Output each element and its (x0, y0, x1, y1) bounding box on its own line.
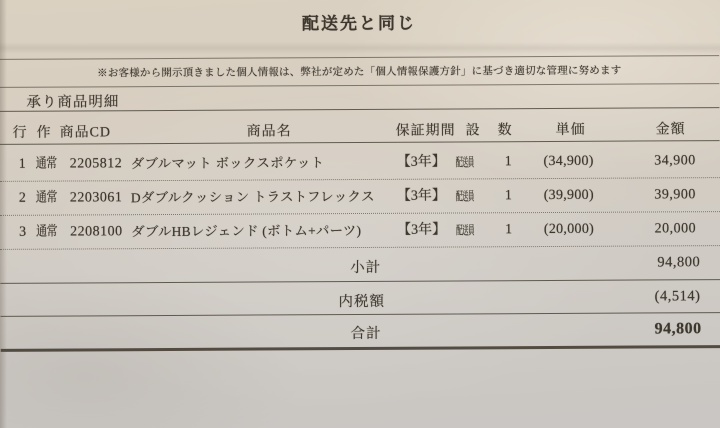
line-no: 2 (18, 190, 26, 206)
product-name: ダブルマット ボックスポケット (130, 155, 325, 172)
product-cd: 2208100 (70, 224, 123, 240)
order-type: 通常 (35, 190, 58, 206)
amount: 39,900 (654, 187, 696, 203)
unit-price: (20,000) (543, 221, 595, 238)
unit-price: (34,900) (543, 153, 594, 170)
warranty: 【3年】 (396, 154, 446, 170)
divider-under-total (1, 345, 720, 351)
setup-type: 配送員 (455, 189, 474, 204)
subtotal-label: 小計 (350, 259, 382, 277)
col-header-product-name: 商品名 (246, 124, 292, 140)
divider-under-subtotal (0, 279, 720, 284)
col-header-product-cd: 商品CD (59, 125, 112, 141)
order-type: 通常 (35, 156, 57, 172)
col-header-unit-price: 単価 (555, 122, 586, 138)
product-cd: 2205812 (69, 156, 123, 172)
subtotal-row (0, 254, 720, 277)
item-row-1 (0, 145, 720, 182)
amount: 34,900 (654, 153, 696, 169)
product-name: ダブルHBレジェンド (ボトム+パーツ) (131, 222, 362, 240)
col-header-action: 作 (36, 125, 52, 141)
total-row (1, 320, 720, 343)
amount: 20,000 (654, 221, 697, 237)
divider-under-tax (1, 312, 720, 317)
quantity: 1 (504, 154, 512, 170)
quantity: 1 (505, 222, 513, 238)
tax-value: (4,514) (654, 288, 701, 305)
setup-type: 配送員 (455, 155, 474, 170)
line-no: 1 (18, 156, 26, 172)
col-header-line: 行 (12, 125, 28, 141)
product-name: Dダブルクッション トラストフレックス (130, 188, 375, 206)
order-type: 通常 (36, 224, 58, 240)
total-value: 94,800 (654, 320, 702, 338)
divider-under-notice (0, 83, 719, 88)
col-header-amount: 金額 (655, 122, 686, 138)
setup-type: 配送員 (456, 223, 475, 238)
item-row-2 (0, 179, 720, 216)
unit-price: (39,900) (543, 187, 594, 204)
quantity: 1 (504, 188, 512, 204)
col-header-qty: 数 (497, 123, 513, 139)
warranty: 【3年】 (396, 188, 446, 204)
subtotal-value: 94,800 (657, 254, 701, 271)
product-cd: 2203061 (69, 190, 123, 206)
section-title: 承り商品明細 (26, 94, 120, 111)
privacy-notice: ※お客様から開示頂きました個人情報は、弊社が定めた「個人情報保護方針」に基づき適切な管理に努めます (97, 65, 622, 80)
warranty: 【3年】 (397, 222, 447, 238)
item-row-3 (0, 213, 720, 250)
col-header-setup: 設 (465, 123, 481, 139)
total-label: 合計 (350, 325, 382, 343)
page-title: 配送先と同じ (301, 13, 417, 34)
tax-row (0, 288, 720, 311)
divider-top (0, 55, 719, 60)
line-no: 3 (19, 224, 27, 240)
tax-label: 内税額 (338, 293, 386, 311)
col-header-warranty: 保証期間 (395, 123, 456, 139)
